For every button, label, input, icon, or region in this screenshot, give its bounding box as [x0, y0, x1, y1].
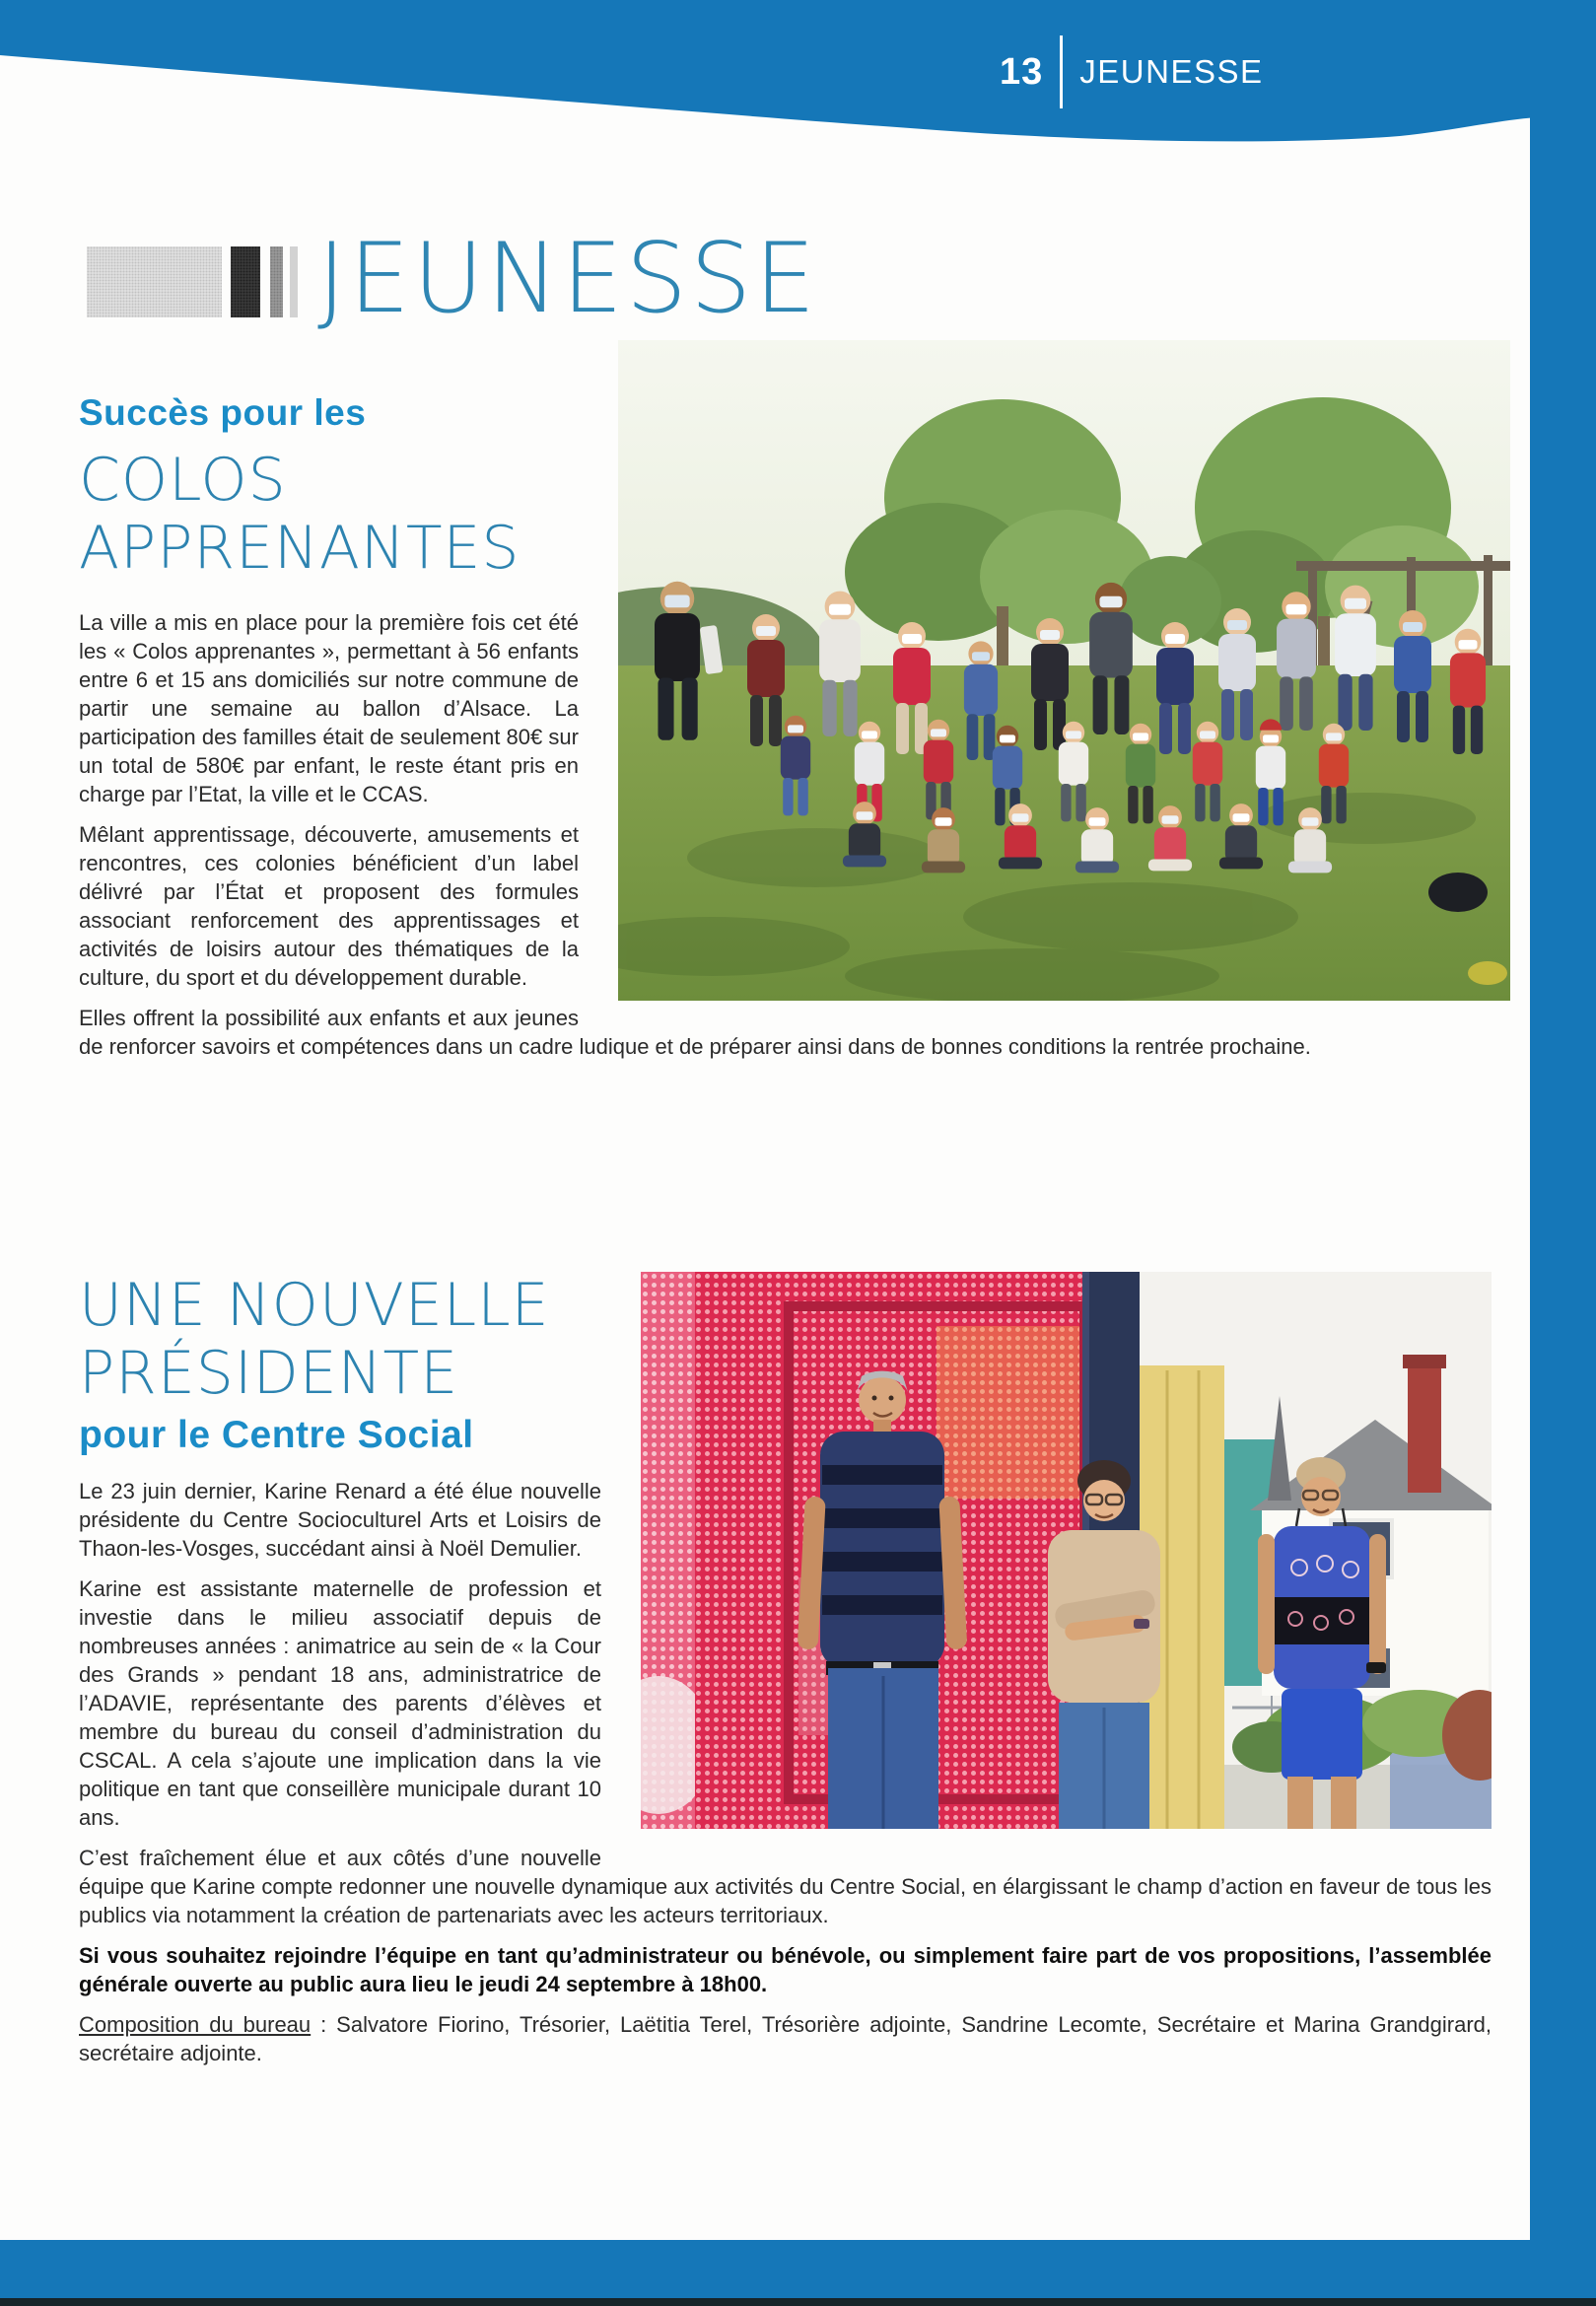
- top-curved-band: [0, 0, 1596, 141]
- bottom-scan-edge: [0, 2298, 1596, 2306]
- bureau-text: : Salvatore Fiorino, Trésorier, Laëtitia Terel, Trésorière adjointe, Sandrine Lecomte, Secrétaire et Marina Grandgirard, secrétaire adjointe.: [79, 2012, 1492, 2065]
- article-nouvelle-presidente: [79, 1272, 1492, 2079]
- article2-paragraph-1: Le 23 juin dernier, Karine Renard a été élue nouvelle présidente du Centre Socioculturel Arts et Loisirs de Thaon-les-Vosges, succédant ainsi à Noël Demulier.: [79, 1479, 601, 1561]
- masthead-bar-light: [290, 246, 298, 317]
- article2-paragraph-3: C’est fraîchement élue et aux côtés d’une nouvelle équipe que Karine compte redonner une nouvelle dynamique aux activités du Centre Social, en élargissant le champ d’action en faveur de tous les publics via notamment la création de partenariats avec les acteurs territoriaux.: [79, 1846, 1492, 1927]
- article2-title-line2: PRÉSIDENTE: [79, 1339, 459, 1408]
- chimney: [1408, 1363, 1441, 1493]
- masthead-title: JEUNESSE: [317, 222, 819, 335]
- masthead-bar-mid: [270, 246, 283, 317]
- section-label: JEUNESSE: [1079, 53, 1264, 90]
- article1-kicker: Succès pour les: [79, 392, 367, 433]
- masthead-halftone-block: [87, 246, 222, 317]
- article2-title-line1: UNE NOUVELLE: [79, 1271, 550, 1340]
- article2-callout: Si vous souhaitez rejoindre l’équipe en tant qu’administrateur ou bénévole, ou simplement faire part de vos propositions, l’assemblée générale ouverte au public aura lieu le jeudi 24 septembre à 18h00.: [79, 1943, 1492, 1996]
- header-divider: [1060, 35, 1063, 108]
- bureau-label: Composition du bureau: [79, 2012, 312, 2037]
- article1-paragraph-1: La ville a mis en place pour la première fois cet été les « Colos apprenantes », permettant à 56 enfants entre 6 et 15 ans domiciliés sur notre commune de partir une semaine au ballon d’Alsace. La participation des familles était de seulement 80€ sur un total de 580€ par enfant, le reste étant pris en charge par l’Etat, la ville et le CCAS.: [79, 610, 579, 806]
- right-edge-bar: [1530, 0, 1596, 2306]
- page-number: 13: [1000, 50, 1044, 93]
- article-colos-apprenantes: [79, 340, 1510, 1073]
- backpack: [1428, 873, 1488, 912]
- photo-centre-social: [641, 1272, 1492, 1829]
- article2-bureau: [79, 2010, 1492, 2067]
- article1-title-line1: COLOS: [79, 446, 287, 515]
- article1-title-line2: APPRENANTES: [79, 514, 520, 583]
- masthead: [87, 222, 819, 335]
- masthead-bar-dark: [231, 246, 260, 317]
- article1-paragraph-2: Mêlant apprentissage, découverte, amusements et rencontres, ces colonies bénéficient d’un label délivré par l’État et proposent des formules associant renforcement des apprentissages et activités de loisirs autour des thématiques de la culture, du sport et du développement durable.: [79, 822, 579, 990]
- article2-paragraph-2: Karine est assistante maternelle de profession et investie dans le milieu associatif depuis de nombreuses années : animatrice au sein de « la Cour des Grands » pendant 18 ans, administratrice de l’ADAVIE, représentante des parents d’élèves et membre du bureau du conseil d’administration du CSCAL. A cela s’ajoute une implication dans la vie politique en tant que conseillère municipale durant 10 ans.: [79, 1576, 601, 1830]
- bottom-band: [0, 2240, 1596, 2306]
- page-header: [1000, 35, 1264, 108]
- article2-kicker: pour le Centre Social: [79, 1414, 474, 1456]
- photo-colos-group: [618, 340, 1510, 1001]
- article1-paragraph-3: Elles offrent la possibilité aux enfants et aux jeunes de renforcer savoirs et compétences dans un cadre ludique et de préparer ainsi dans de bonnes conditions la rentrée prochaine.: [79, 1006, 1311, 1059]
